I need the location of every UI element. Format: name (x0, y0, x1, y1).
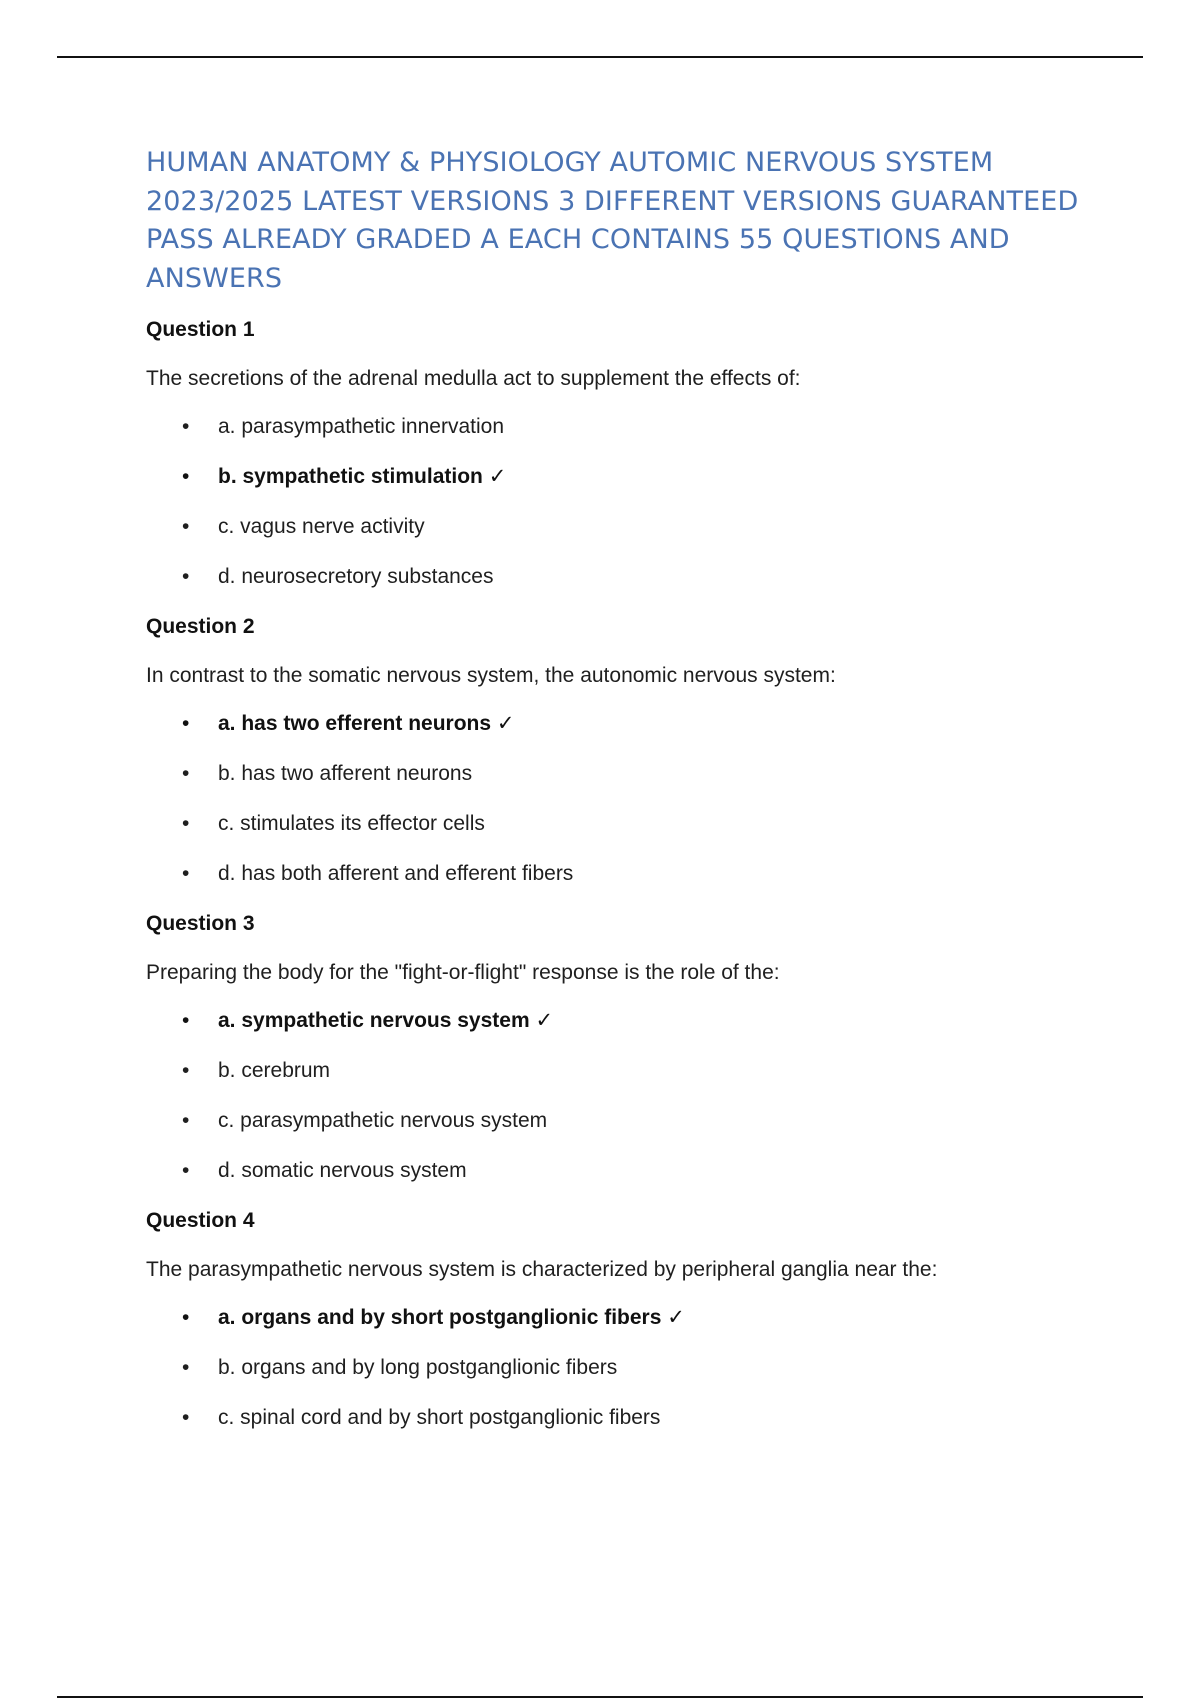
bullet-icon: • (182, 1306, 190, 1329)
option-label: c. spinal cord and by short postganglionic fibers (218, 1406, 661, 1429)
option-b-correct (146, 463, 1086, 491)
question-text: Preparing the body for the "fight-or-flight" response is the role of the: (146, 961, 780, 984)
question-heading: Question 1 (146, 318, 255, 341)
option-label: c. vagus nerve activity (218, 515, 425, 538)
option-label: b. has two afferent neurons (218, 762, 473, 785)
bullet-icon: • (182, 415, 190, 438)
bullet-icon: • (182, 1159, 190, 1182)
question-3 (146, 910, 1086, 1185)
option-label: b. cerebrum (218, 1059, 331, 1082)
question-text: The parasympathetic nervous system is characterized by peripheral ganglia near the: (146, 1258, 938, 1281)
bullet-icon: • (182, 1009, 190, 1032)
bullet-icon: • (182, 762, 190, 785)
document-body (146, 144, 1086, 1454)
bullet-icon: • (182, 465, 190, 488)
bullet-icon: • (182, 515, 190, 538)
option-c (146, 1404, 1086, 1432)
option-list (146, 710, 1086, 888)
question-text: The secretions of the adrenal medulla act to supplement the effects of: (146, 367, 801, 390)
option-c (146, 1107, 1086, 1135)
question-heading: Question 2 (146, 615, 255, 638)
option-label: c. stimulates its effector cells (218, 812, 485, 835)
question-2 (146, 613, 1086, 888)
option-list (146, 1304, 1086, 1432)
bullet-icon: • (182, 862, 190, 885)
option-a (146, 413, 1086, 441)
question-1 (146, 316, 1086, 591)
question-heading: Question 3 (146, 912, 255, 935)
question-text: In contrast to the somatic nervous system, the autonomic nervous system: (146, 664, 836, 687)
option-d (146, 1157, 1086, 1185)
option-label: a. sympathetic nervous system ✓ (218, 1009, 554, 1032)
bullet-icon: • (182, 1356, 190, 1379)
option-b (146, 1057, 1086, 1085)
option-label: b. organs and by long postganglionic fibers (218, 1356, 618, 1379)
option-b (146, 760, 1086, 788)
bullet-icon: • (182, 812, 190, 835)
option-label: d. neurosecretory substances (218, 565, 494, 588)
document-title: HUMAN ANATOMY & PHYSIOLOGY AUTOMIC NERVOUS SYSTEM 2023/2025 LATEST VERSIONS 3 DIFFERENT VERSIONS GUARANTEED PASS ALREADY GRADED A EACH CONTAINS 55 QUESTIONS AND ANSWERS (146, 147, 1079, 294)
option-label: a. organs and by short postganglionic fibers ✓ (218, 1306, 685, 1329)
option-d (146, 563, 1086, 591)
top-rule (57, 56, 1143, 58)
option-a-correct (146, 710, 1086, 738)
question-heading: Question 4 (146, 1209, 255, 1232)
bullet-icon: • (182, 1059, 190, 1082)
option-a-correct (146, 1304, 1086, 1332)
bottom-rule (57, 1696, 1143, 1698)
bullet-icon: • (182, 565, 190, 588)
option-label: a. has two efferent neurons ✓ (218, 712, 515, 735)
option-c (146, 810, 1086, 838)
option-label: b. sympathetic stimulation ✓ (218, 465, 507, 488)
option-b (146, 1354, 1086, 1382)
option-a-correct (146, 1007, 1086, 1035)
option-label: d. has both afferent and efferent fibers (218, 862, 574, 885)
option-label: d. somatic nervous system (218, 1159, 467, 1182)
bullet-icon: • (182, 1109, 190, 1132)
question-4 (146, 1207, 1086, 1432)
option-label: a. parasympathetic innervation (218, 415, 504, 438)
bullet-icon: • (182, 1406, 190, 1429)
option-c (146, 513, 1086, 541)
option-d (146, 860, 1086, 888)
bullet-icon: • (182, 712, 190, 735)
option-label: c. parasympathetic nervous system (218, 1109, 548, 1132)
option-list (146, 413, 1086, 591)
option-list (146, 1007, 1086, 1185)
